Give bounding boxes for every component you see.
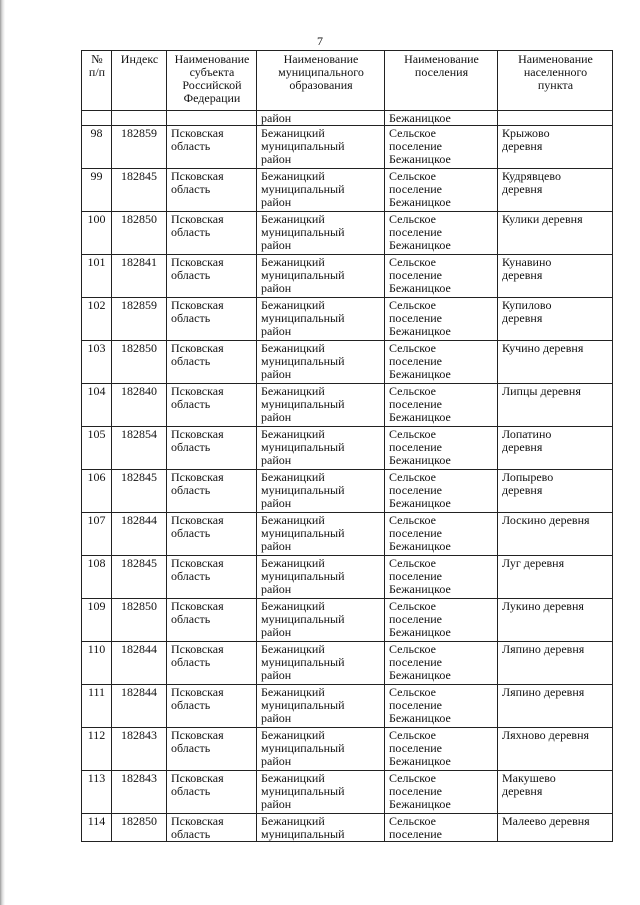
table-row (82, 814, 613, 842)
cell-settlement: Сельское поселение Бежаницкое (385, 169, 498, 212)
cell-settlement: Бежаницкое (385, 111, 498, 126)
cell-municipality: Бежаницкий муниципальный район (257, 599, 385, 642)
cell-num: 110 (82, 642, 112, 685)
cell-num: 109 (82, 599, 112, 642)
cell-municipality: Бежаницкий муниципальный (257, 814, 385, 842)
cell-num: 104 (82, 384, 112, 427)
cell-locality: Кулики деревня (498, 212, 613, 255)
cell-locality: Лопатино деревня (498, 427, 613, 470)
cell-municipality: Бежаницкий муниципальный район (257, 685, 385, 728)
table-row (82, 728, 613, 771)
cell-index: 182844 (112, 685, 167, 728)
cell-num: 105 (82, 427, 112, 470)
table-row (82, 255, 613, 298)
cell-index: 182850 (112, 599, 167, 642)
cell-locality: Макушево деревня (498, 771, 613, 814)
cell-municipality: Бежаницкий муниципальный район (257, 728, 385, 771)
cell-index: 182840 (112, 384, 167, 427)
header-settlement: Наименование поселения (385, 51, 498, 111)
cell-settlement: Сельское поселение Бежаницкое (385, 427, 498, 470)
cell-subject: Псковская область (167, 427, 257, 470)
cell-settlement: Сельское поселение Бежаницкое (385, 255, 498, 298)
cell-index: 182844 (112, 642, 167, 685)
cell-num: 99 (82, 169, 112, 212)
cell-num: 113 (82, 771, 112, 814)
table-row (82, 212, 613, 255)
cell-index: 182845 (112, 556, 167, 599)
cell-num: 103 (82, 341, 112, 384)
table-row (82, 513, 613, 556)
cell-locality: Кудрявцево деревня (498, 169, 613, 212)
cell-locality: Лоскино деревня (498, 513, 613, 556)
cell-subject: Псковская область (167, 212, 257, 255)
cell-municipality: Бежаницкий муниципальный район (257, 212, 385, 255)
header-subject: Наименование субъекта Российской Федерации (167, 51, 257, 111)
cell-index: 182854 (112, 427, 167, 470)
cell-locality: Кучино деревня (498, 341, 613, 384)
cell-municipality: Бежаницкий муниципальный район (257, 126, 385, 169)
cell-index: 182850 (112, 212, 167, 255)
cell-locality: Крыжово деревня (498, 126, 613, 169)
cell-subject: Псковская область (167, 126, 257, 169)
cell-settlement: Сельское поселение Бежаницкое (385, 298, 498, 341)
cell-municipality: Бежаницкий муниципальный район (257, 341, 385, 384)
cell-index (112, 111, 167, 126)
cell-index: 182859 (112, 298, 167, 341)
header-index: Индекс (112, 51, 167, 111)
cell-settlement: Сельское поселение Бежаницкое (385, 341, 498, 384)
cell-num: 101 (82, 255, 112, 298)
cell-settlement: Сельское поселение Бежаницкое (385, 513, 498, 556)
table-row (82, 685, 613, 728)
cell-municipality: Бежаницкий муниципальный район (257, 470, 385, 513)
cell-index: 182845 (112, 169, 167, 212)
table-row (82, 642, 613, 685)
cell-subject: Псковская область (167, 728, 257, 771)
table-row (82, 298, 613, 341)
cell-municipality: Бежаницкий муниципальный район (257, 298, 385, 341)
cell-index: 182850 (112, 814, 167, 842)
cell-subject: Псковская область (167, 556, 257, 599)
header-municipality: Наименование муниципального образования (257, 51, 385, 111)
cell-locality: Ляхново деревня (498, 728, 613, 771)
cell-num: 98 (82, 126, 112, 169)
cell-settlement: Сельское поселение Бежаницкое (385, 556, 498, 599)
continuation-row (82, 111, 613, 126)
cell-settlement: Сельское поселение Бежаницкое (385, 384, 498, 427)
cell-municipality: район (257, 111, 385, 126)
cell-index: 182845 (112, 470, 167, 513)
cell-subject: Псковская область (167, 642, 257, 685)
table-header-row (82, 51, 613, 111)
cell-locality (498, 111, 613, 126)
cell-subject: Псковская область (167, 470, 257, 513)
cell-settlement: Сельское поселение Бежаницкое (385, 771, 498, 814)
cell-index: 182850 (112, 341, 167, 384)
cell-subject: Псковская область (167, 771, 257, 814)
cell-index: 182843 (112, 728, 167, 771)
table-row (82, 470, 613, 513)
cell-num (82, 111, 112, 126)
cell-subject: Псковская область (167, 384, 257, 427)
cell-subject: Псковская область (167, 169, 257, 212)
cell-settlement: Сельское поселение Бежаницкое (385, 599, 498, 642)
cell-locality: Ляпино деревня (498, 642, 613, 685)
cell-locality: Ляпино деревня (498, 685, 613, 728)
cell-num: 111 (82, 685, 112, 728)
cell-locality: Лопырево деревня (498, 470, 613, 513)
cell-settlement: Сельское поселение Бежаницкое (385, 685, 498, 728)
cell-subject: Псковская область (167, 814, 257, 842)
cell-index: 182859 (112, 126, 167, 169)
scan-edge (0, 0, 5, 905)
cell-settlement: Сельское поселение Бежаницкое (385, 728, 498, 771)
cell-index: 182841 (112, 255, 167, 298)
cell-municipality: Бежаницкий муниципальный район (257, 384, 385, 427)
cell-locality: Луг деревня (498, 556, 613, 599)
cell-settlement: Сельское поселение Бежаницкое (385, 212, 498, 255)
cell-index: 182844 (112, 513, 167, 556)
header-locality: Наименование населенного пункта (498, 51, 613, 111)
cell-municipality: Бежаницкий муниципальный район (257, 642, 385, 685)
cell-locality: Лукино деревня (498, 599, 613, 642)
cell-municipality: Бежаницкий муниципальный район (257, 427, 385, 470)
cell-num: 100 (82, 212, 112, 255)
cell-subject: Псковская область (167, 341, 257, 384)
cell-municipality: Бежаницкий муниципальный район (257, 771, 385, 814)
cell-num: 108 (82, 556, 112, 599)
cell-num: 112 (82, 728, 112, 771)
cell-subject: Псковская область (167, 255, 257, 298)
table-row (82, 384, 613, 427)
cell-index: 182843 (112, 771, 167, 814)
cell-settlement: Сельское поселение Бежаницкое (385, 470, 498, 513)
cell-subject: Псковская область (167, 298, 257, 341)
localities-table (81, 50, 613, 842)
cell-locality: Купилово деревня (498, 298, 613, 341)
cell-num: 114 (82, 814, 112, 842)
header-num: № п/п (82, 51, 112, 111)
table-row (82, 599, 613, 642)
cell-num: 106 (82, 470, 112, 513)
table-row (82, 427, 613, 470)
table-row (82, 771, 613, 814)
cell-settlement: Сельское поселение Бежаницкое (385, 126, 498, 169)
cell-subject: Псковская область (167, 513, 257, 556)
table-row (82, 556, 613, 599)
cell-subject (167, 111, 257, 126)
cell-municipality: Бежаницкий муниципальный район (257, 513, 385, 556)
cell-subject: Псковская область (167, 685, 257, 728)
cell-num: 102 (82, 298, 112, 341)
cell-locality: Малеево деревня (498, 814, 613, 842)
table-row (82, 169, 613, 212)
cell-municipality: Бежаницкий муниципальный район (257, 556, 385, 599)
cell-municipality: Бежаницкий муниципальный район (257, 169, 385, 212)
cell-settlement: Сельское поселение (385, 814, 498, 842)
cell-subject: Псковская область (167, 599, 257, 642)
table-row (82, 341, 613, 384)
cell-locality: Кунавино деревня (498, 255, 613, 298)
cell-settlement: Сельское поселение Бежаницкое (385, 642, 498, 685)
cell-municipality: Бежаницкий муниципальный район (257, 255, 385, 298)
cell-num: 107 (82, 513, 112, 556)
table-row (82, 126, 613, 169)
cell-locality: Липцы деревня (498, 384, 613, 427)
page-number: 7 (317, 34, 323, 48)
